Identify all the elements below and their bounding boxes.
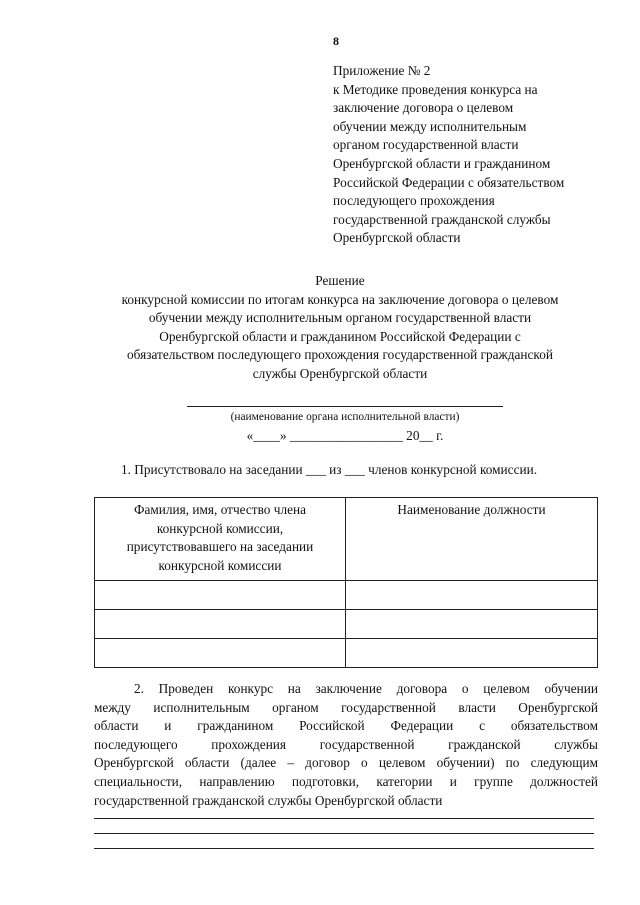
paragraph-line: между исполнительным органом государственной власти Оренбургской <box>94 699 598 715</box>
appendix-line: Оренбургской области и гражданином <box>333 155 551 171</box>
appendix-line: Приложение № 2 <box>333 63 431 78</box>
header-line: присутствовавшего на заседании <box>126 539 314 555</box>
org-name-caption: (наименование органа исполнительной власти) <box>230 411 460 423</box>
page-number: 8 <box>333 34 339 48</box>
item-1-attendance: 1. Присутствовало на заседании ___ из ___ членов конкурсной комиссии. <box>121 462 538 477</box>
table-row <box>95 581 598 610</box>
table-row <box>95 639 598 668</box>
appendix-line: органом государственной власти <box>333 137 519 153</box>
blank-fill-line <box>94 818 594 819</box>
appendix-line: государственной гражданской службы <box>333 211 551 227</box>
table-header-row <box>95 498 598 581</box>
decision-title: Решение <box>315 273 365 288</box>
decision-line: Оренбургской области и гражданином Российской Федерации с <box>159 328 521 344</box>
paragraph-line: Оренбургской области (далее – договор о целевом обучении) по следующим <box>94 755 598 771</box>
header-line: Фамилия, имя, отчество члена <box>133 502 307 517</box>
blank-fill-line <box>94 848 594 849</box>
table-cell <box>346 581 598 610</box>
paragraph-line: области и гражданином Российской Федерации с обязательством <box>94 718 598 734</box>
decision-line: обучении между исполнительным органом государственной власти <box>148 310 532 326</box>
header-line: конкурсной комиссии, <box>156 520 284 536</box>
item-2-paragraph <box>94 680 598 810</box>
decision-line: обязательством последующего прохождения государственной гражданской <box>127 347 553 363</box>
paragraph-line: 2. Проведен конкурс на заключение договора о целевом обучении <box>134 681 598 696</box>
decision-line: конкурсной комиссии по итогам конкурса на заключение договора о целевом <box>121 291 559 307</box>
header-line: конкурсной комиссии <box>158 557 282 573</box>
decision-heading <box>70 272 610 384</box>
org-name-fill-line <box>187 406 503 407</box>
table-cell <box>346 639 598 668</box>
members-table <box>94 497 598 668</box>
table-cell <box>95 581 346 610</box>
header-cell-full-name <box>95 498 346 581</box>
paragraph-line: специальности, направлению подготовки, категории и группе должностей <box>94 773 598 789</box>
table-cell <box>346 610 598 639</box>
table-cell <box>95 610 346 639</box>
date-line: «____» _________________ 20__ г. <box>246 428 444 443</box>
decision-line: службы Оренбургской области <box>252 365 428 381</box>
appendix-line: Российской Федерации с обязательством <box>333 174 565 190</box>
appendix-line: обучении между исполнительным <box>333 118 527 134</box>
appendix-line: к Методике проведения конкурса на <box>333 81 538 97</box>
appendix-line: Оренбургской области <box>333 230 461 246</box>
table-cell <box>95 639 346 668</box>
header-cell-position: Наименование должности <box>346 498 598 581</box>
paragraph-line: последующего прохождения государственной гражданской службы <box>94 736 598 752</box>
table-row <box>95 610 598 639</box>
blank-fill-line <box>94 833 594 834</box>
appendix-line: заключение договора о целевом <box>333 100 514 116</box>
paragraph-line: государственной гражданской службы Оренбургской области <box>94 792 443 808</box>
appendix-header <box>333 62 623 248</box>
appendix-line: последующего прохождения <box>333 193 495 209</box>
